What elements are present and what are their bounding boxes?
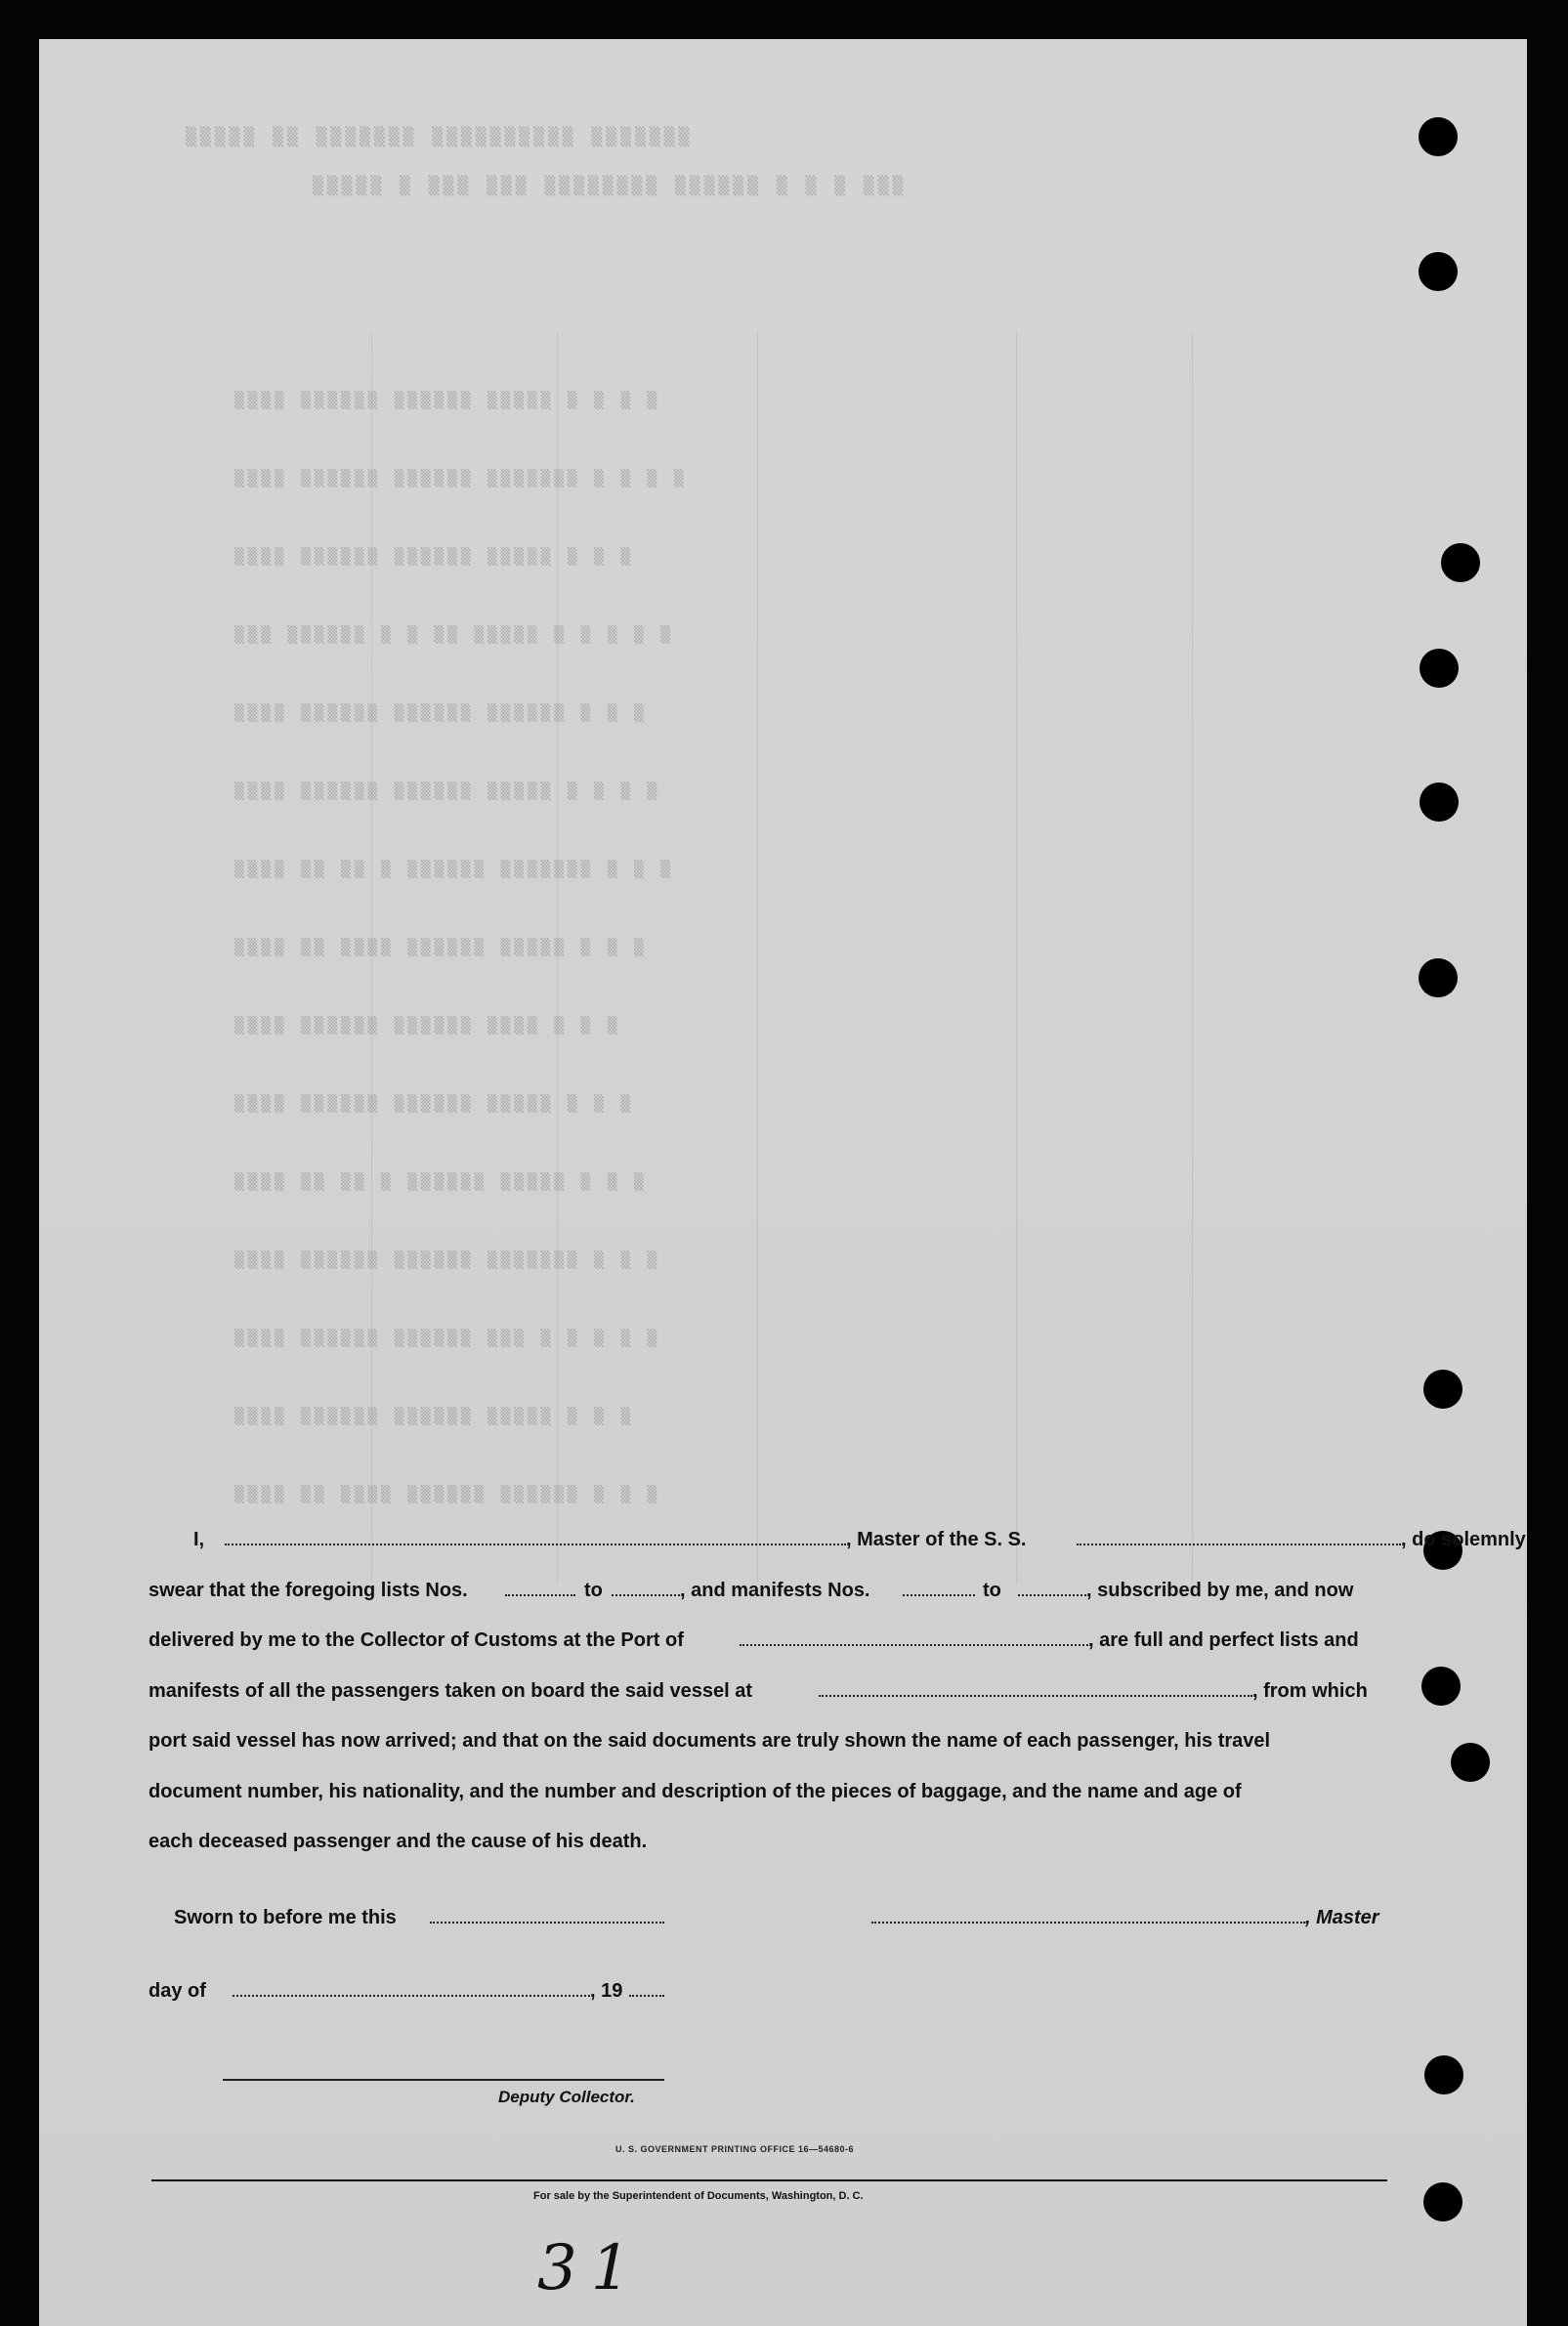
- port-of-departure-blank: [819, 1695, 1252, 1697]
- list-number-to-blank: [612, 1594, 680, 1596]
- oath-text: document number, his nationality, and the number and description of the pieces of baggage, and the name and age of: [148, 1780, 1242, 1802]
- bleed-through-row: ▒▒▒▒ ▒▒▒▒▒▒ ▒▒▒▒▒▒ ▒▒▒ ▒ ▒ ▒ ▒ ▒: [234, 1329, 661, 1347]
- ship-name-blank: [1077, 1544, 1401, 1545]
- bleed-through-row: ▒▒▒▒ ▒▒ ▒▒▒▒ ▒▒▒▒▒▒ ▒▒▒▒▒ ▒ ▒ ▒: [234, 938, 648, 956]
- bleed-through-row: ▒▒▒▒ ▒▒▒▒▒▒ ▒▒▒▒▒▒ ▒▒▒▒▒▒ ▒ ▒ ▒: [234, 703, 648, 722]
- oath-text: I,: [193, 1529, 205, 1550]
- punch-hole: [1420, 649, 1459, 688]
- bleed-through-row: ▒▒▒▒ ▒▒▒▒▒▒ ▒▒▒▒▒▒ ▒▒▒▒ ▒ ▒ ▒: [234, 1016, 621, 1035]
- oath-text: to: [584, 1579, 603, 1601]
- punch-hole: [1423, 2182, 1462, 2221]
- master-label: , Master: [1305, 1906, 1379, 1928]
- punch-hole: [1451, 1743, 1490, 1782]
- day-label: day of: [148, 1980, 206, 2002]
- oath-line-4: [148, 1680, 1389, 1731]
- oath-text: , do solemnly: [1401, 1529, 1526, 1550]
- oath-text: to: [983, 1579, 1001, 1601]
- year-label: , 19: [590, 1980, 623, 2002]
- footer-rule: [151, 2179, 1387, 2181]
- sale-notice: For sale by the Superintendent of Documents, Washington, D. C.: [533, 2190, 864, 2202]
- punch-hole: [1424, 2055, 1463, 2094]
- printing-office-note: U. S. GOVERNMENT PRINTING OFFICE 16—54680-6: [615, 2144, 855, 2154]
- oath-line-1: [148, 1529, 1526, 1580]
- punch-hole: [1420, 782, 1459, 822]
- bleed-through-row: ▒▒▒▒ ▒▒▒▒▒▒ ▒▒▒▒▒▒ ▒▒▒▒▒ ▒ ▒ ▒ ▒: [234, 391, 661, 409]
- oath-text: port said vessel has now arrived; and that on the said documents are truly shown the name of each passenger, his travel: [148, 1730, 1271, 1752]
- bleed-through-rule: [1192, 332, 1193, 1583]
- port-of-arrival-blank: [740, 1644, 1088, 1646]
- punch-hole: [1441, 543, 1480, 582]
- bleed-through-rule: [371, 332, 372, 1583]
- sworn-line: [148, 1907, 1389, 1958]
- manifest-number-to-blank: [1018, 1594, 1086, 1596]
- punch-hole: [1419, 252, 1458, 291]
- bleed-through-row: ▒▒▒▒ ▒▒▒▒▒▒ ▒▒▒▒▒▒ ▒▒▒▒▒▒▒ ▒ ▒ ▒ ▒: [234, 469, 688, 487]
- bleed-through-row: ▒▒▒▒ ▒▒ ▒▒ ▒ ▒▒▒▒▒▒ ▒▒▒▒▒▒▒ ▒ ▒ ▒: [234, 860, 674, 878]
- sworn-date-blank: [430, 1922, 664, 1924]
- oath-text: delivered by me to the Collector of Customs at the Port of: [148, 1629, 684, 1651]
- oath-text: , from which: [1252, 1679, 1368, 1702]
- master-name-blank: [225, 1544, 846, 1545]
- sworn-label: Sworn to before me this: [174, 1906, 397, 1928]
- oath-line-5: [148, 1730, 1389, 1781]
- deputy-collector-label: Deputy Collector.: [498, 2088, 635, 2106]
- masters-oath: [148, 1529, 1526, 2106]
- bleed-through-row: ▒▒▒▒ ▒▒▒▒▒▒ ▒▒▒▒▒▒ ▒▒▒▒▒ ▒ ▒ ▒: [234, 1407, 634, 1425]
- bleed-through-row: ▒▒▒▒ ▒▒ ▒▒▒▒ ▒▒▒▒▒▒ ▒▒▒▒▒▒ ▒ ▒ ▒: [234, 1485, 661, 1503]
- bleed-through-row: ▒▒▒▒ ▒▒ ▒▒ ▒ ▒▒▒▒▒▒ ▒▒▒▒▒ ▒ ▒ ▒: [234, 1172, 648, 1191]
- year-blank: [629, 1995, 664, 1997]
- oath-text: , are full and perfect lists and: [1088, 1629, 1359, 1651]
- bleed-through-row: ▒▒▒▒ ▒▒▒▒▒▒ ▒▒▒▒▒▒ ▒▒▒▒▒ ▒ ▒ ▒: [234, 1094, 634, 1113]
- bleed-through-row: ▒▒▒▒ ▒▒▒▒▒▒ ▒▒▒▒▒▒ ▒▒▒▒▒ ▒ ▒ ▒: [234, 547, 634, 566]
- oath-line-7: [148, 1831, 1389, 1882]
- punch-hole: [1423, 1370, 1462, 1409]
- deputy-signature-line: [223, 2079, 664, 2081]
- bleed-through-rule: [557, 332, 558, 1583]
- punch-hole: [1419, 958, 1458, 997]
- list-number-from-blank: [505, 1594, 575, 1596]
- bleed-through-header-2: ▒▒▒▒▒ ▒ ▒▒▒ ▒▒▒ ▒▒▒▒▒▒▒▒ ▒▒▒▒▒▒ ▒ ▒ ▒ ▒▒▒: [313, 176, 908, 196]
- day-line: [148, 1980, 1389, 2031]
- bleed-through-row: ▒▒▒▒ ▒▒▒▒▒▒ ▒▒▒▒▒▒ ▒▒▒▒▒ ▒ ▒ ▒ ▒: [234, 782, 661, 800]
- oath-line-2: [148, 1580, 1389, 1630]
- oath-line-6: [148, 1781, 1389, 1832]
- bleed-through-rule: [1016, 332, 1017, 1583]
- punch-hole: [1419, 117, 1458, 156]
- oath-line-3: [148, 1629, 1389, 1680]
- handwritten-page-number: 31: [537, 2232, 645, 2305]
- oath-text: swear that the foregoing lists Nos.: [148, 1579, 468, 1601]
- master-signature-blank: [871, 1922, 1305, 1924]
- bleed-through-row: ▒▒▒ ▒▒▒▒▒▒ ▒ ▒ ▒▒ ▒▒▒▒▒ ▒ ▒ ▒ ▒ ▒: [234, 625, 674, 644]
- oath-text: manifests of all the passengers taken on board the said vessel at: [148, 1679, 752, 1702]
- manifest-number-from-blank: [903, 1594, 975, 1596]
- oath-text: , subscribed by me, and now: [1086, 1579, 1354, 1601]
- oath-text: each deceased passenger and the cause of his death.: [148, 1831, 648, 1852]
- bleed-through-rule: [757, 332, 758, 1583]
- oath-text: , and manifests Nos.: [680, 1579, 870, 1601]
- oath-text: , Master of the S. S.: [846, 1529, 1027, 1550]
- day-month-blank: [233, 1995, 590, 1997]
- punch-hole: [1421, 1667, 1461, 1706]
- bleed-through-row: ▒▒▒▒ ▒▒▒▒▒▒ ▒▒▒▒▒▒ ▒▒▒▒▒▒▒ ▒ ▒ ▒: [234, 1250, 661, 1269]
- bleed-through-header: ▒▒▒▒▒ ▒▒ ▒▒▒▒▒▒▒ ▒▒▒▒▒▒▒▒▒▒ ▒▒▒▒▒▒▒: [186, 127, 694, 148]
